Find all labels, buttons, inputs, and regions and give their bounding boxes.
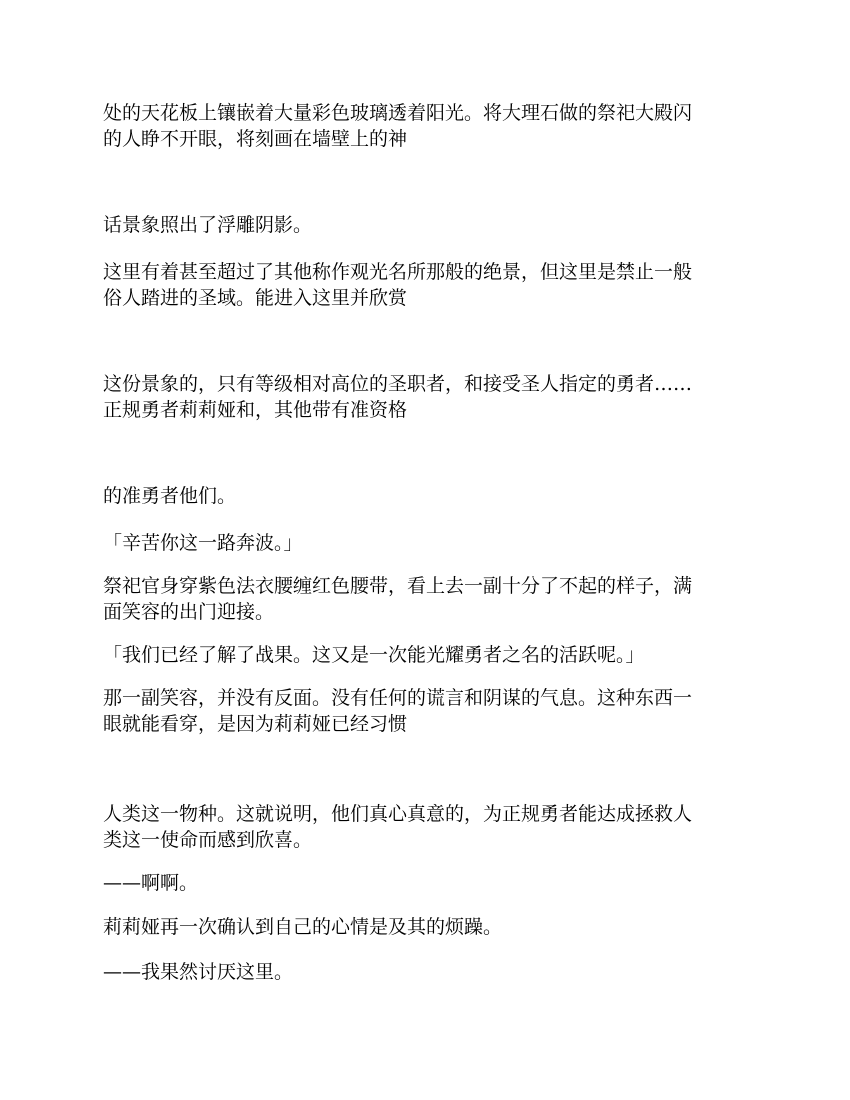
- paragraph: [103, 530, 748, 556]
- paragraph: [103, 483, 748, 509]
- text-line: ——啊啊。: [103, 872, 199, 894]
- text-line: 俗人踏进的圣域。能进入这里并欣赏: [103, 287, 408, 309]
- paragraph: [103, 371, 748, 423]
- text-line: 莉莉娅再一次确认到自己的心情是及其的烦躁。: [103, 916, 503, 938]
- paragraph: [103, 959, 748, 985]
- paragraph: [103, 100, 748, 152]
- text-line: 人类这一物种。这就说明，他们真心真意的，为正规勇者能达成拯救人: [103, 803, 693, 825]
- text-line: 正规勇者莉莉娅和，其他带有准资格: [103, 399, 408, 421]
- text-line: 类这一使命而感到欣喜。: [103, 829, 313, 851]
- paragraph: [103, 914, 748, 940]
- text-line: 那一副笑容，并没有反面。没有任何的谎言和阴谋的气息。这种东西一: [103, 687, 693, 709]
- text-line: 这份景象的，只有等级相对高位的圣职者，和接受圣人指定的勇者……: [103, 373, 693, 395]
- paragraph: [103, 212, 748, 238]
- text-line: 祭祀官身穿紫色法衣腰缠红色腰带，看上去一副十分了不起的样子，满: [103, 575, 693, 597]
- paragraph: [103, 685, 748, 737]
- text-line: 「辛苦你这一路奔波。」: [103, 532, 303, 554]
- text-line: 处的天花板上镶嵌着大量彩色玻璃透着阳光。将大理石做的祭祀大殿闪: [103, 102, 693, 124]
- paragraph: [103, 573, 748, 625]
- text-line: 面笑容的出门迎接。: [103, 601, 275, 623]
- text-line: 的准勇者他们。: [103, 485, 237, 507]
- text-line: 话景象照出了浮雕阴影。: [103, 214, 313, 236]
- text-line: 的人睁不开眼，将刻画在墙壁上的神: [103, 128, 408, 150]
- paragraph: [103, 801, 748, 853]
- paragraph: [103, 259, 748, 311]
- text-line: 「我们已经了解了战果。这又是一次能光耀勇者之名的活跃呢。」: [103, 644, 645, 666]
- text-line: 这里有着甚至超过了其他称作观光名所那般的绝景，但这里是禁止一般: [103, 261, 693, 283]
- paragraph: [103, 870, 748, 896]
- paragraph: [103, 642, 748, 668]
- text-line: 眼就能看穿，是因为莉莉娅已经习惯: [103, 713, 408, 735]
- text-line: ——我果然讨厌这里。: [103, 961, 294, 983]
